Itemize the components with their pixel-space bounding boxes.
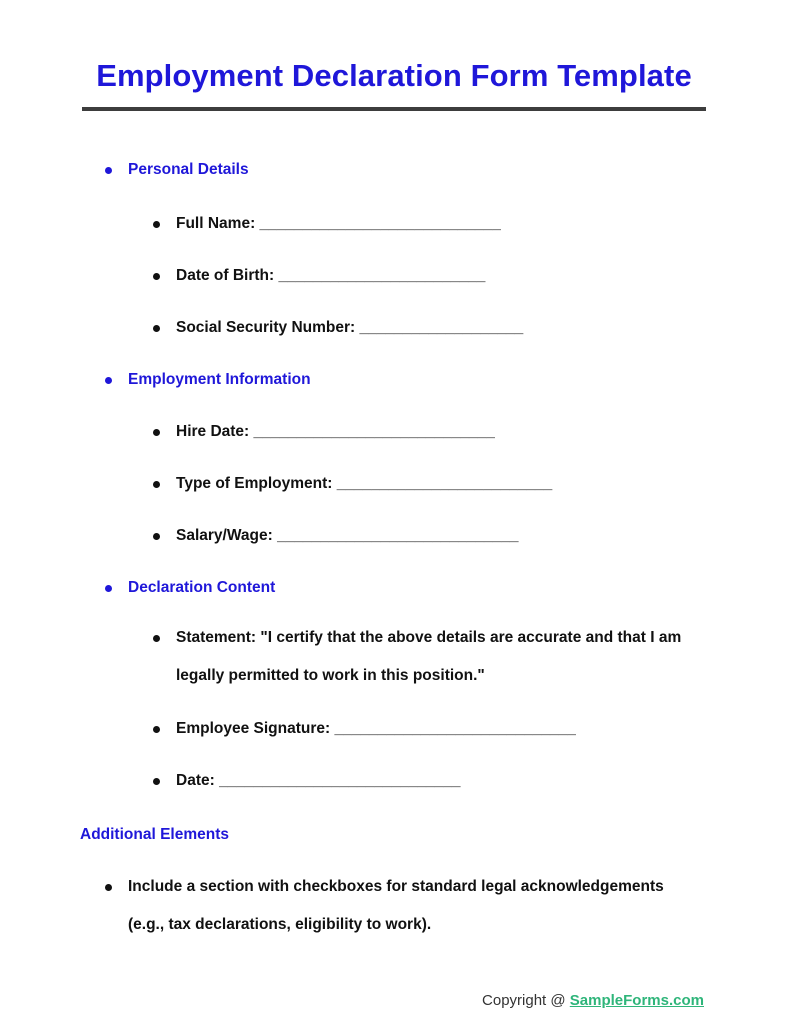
copyright-text: Copyright @: [482, 992, 570, 1009]
list-bullet: [153, 533, 160, 540]
field-date-of-birth: Date of Birth: ________________________: [176, 267, 486, 284]
section-heading-declaration-content: Declaration Content: [128, 579, 276, 596]
list-bullet: [153, 726, 160, 733]
section-heading-personal-details: Personal Details: [128, 161, 249, 178]
section-heading-employment-information: Employment Information: [128, 371, 311, 388]
list-bullet: [153, 778, 160, 785]
brand-link[interactable]: SampleForms.com: [569, 992, 704, 1009]
section-bullet: [105, 585, 112, 592]
list-bullet: [153, 429, 160, 436]
field-full-name: Full Name: ____________________________: [176, 215, 501, 232]
list-bullet: [153, 325, 160, 332]
field-type-of-employment: Type of Employment: _________________________: [176, 475, 553, 492]
list-bullet: [153, 273, 160, 280]
section-bullet: [105, 377, 112, 384]
list-bullet: [105, 884, 112, 891]
additional-elements-text: Include a section with checkboxes for standard legal acknowledgements (e.g., tax declarations, eligibility to work).: [128, 878, 664, 933]
field-employee-signature: Employee Signature: ____________________________: [176, 720, 576, 737]
copyright-footer: [482, 992, 704, 1009]
field-social-security-number: Social Security Number: ___________________: [176, 319, 524, 336]
field-salary-wage: Salary/Wage: ____________________________: [176, 527, 519, 544]
title-underline: [82, 107, 706, 111]
field-date: Date: ____________________________: [176, 772, 461, 789]
list-bullet: [153, 635, 160, 642]
list-bullet: [153, 221, 160, 228]
page-title: Employment Declaration Form Template: [96, 58, 692, 93]
additional-elements-heading: Additional Elements: [80, 826, 229, 843]
list-bullet: [153, 481, 160, 488]
section-bullet: [105, 167, 112, 174]
declaration-statement: Statement: "I certify that the above details are accurate and that I am legally permitted to work in this position.": [176, 629, 682, 684]
field-hire-date: Hire Date: ____________________________: [176, 423, 495, 440]
